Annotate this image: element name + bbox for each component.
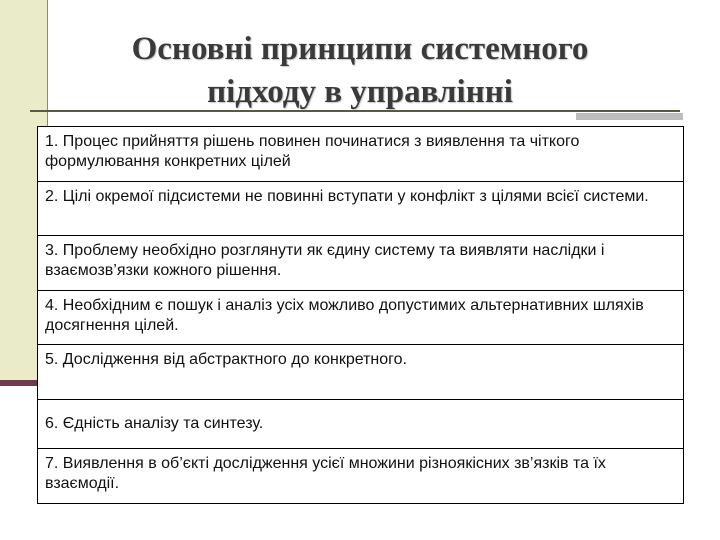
principle-row-7: 7. Виявлення в об’єкті дослідження усієї множини різноякісних зв’язків та їх взаємодії. <box>45 455 606 493</box>
principle-row-6: 6. Єдність аналізу та синтезу. <box>38 400 683 450</box>
principle-row-1: 1. Процес прийняття рішень повинен починатися з виявлення та чіткого формулювання конкретних цілей <box>38 127 683 182</box>
title-underline-accent <box>576 113 683 120</box>
slide-title-line-2: підходу в управлінні <box>207 74 513 110</box>
slide-title-line-1: Основні принципи системного <box>131 31 589 67</box>
title-underline <box>30 110 680 112</box>
slide-title <box>48 28 672 114</box>
principles-table <box>37 126 684 504</box>
principle-row-2: 2. Цілі окремої підсистеми не повинні вступати у конфлікт з цілями всієї системи. <box>38 182 683 237</box>
principle-row-3: 3. Проблему необхідно розглянути як єдину систему та виявляти наслідки і взаємозв’язки кожного рішення. <box>38 236 683 291</box>
principle-row-4: 4. Необхідним є пошук і аналіз усіх можливо допустимих альтернативних шляхів досягнення цілей. <box>38 291 683 346</box>
principle-row-5: 5. Дослідження від абстрактного до конкретного. <box>38 345 683 400</box>
